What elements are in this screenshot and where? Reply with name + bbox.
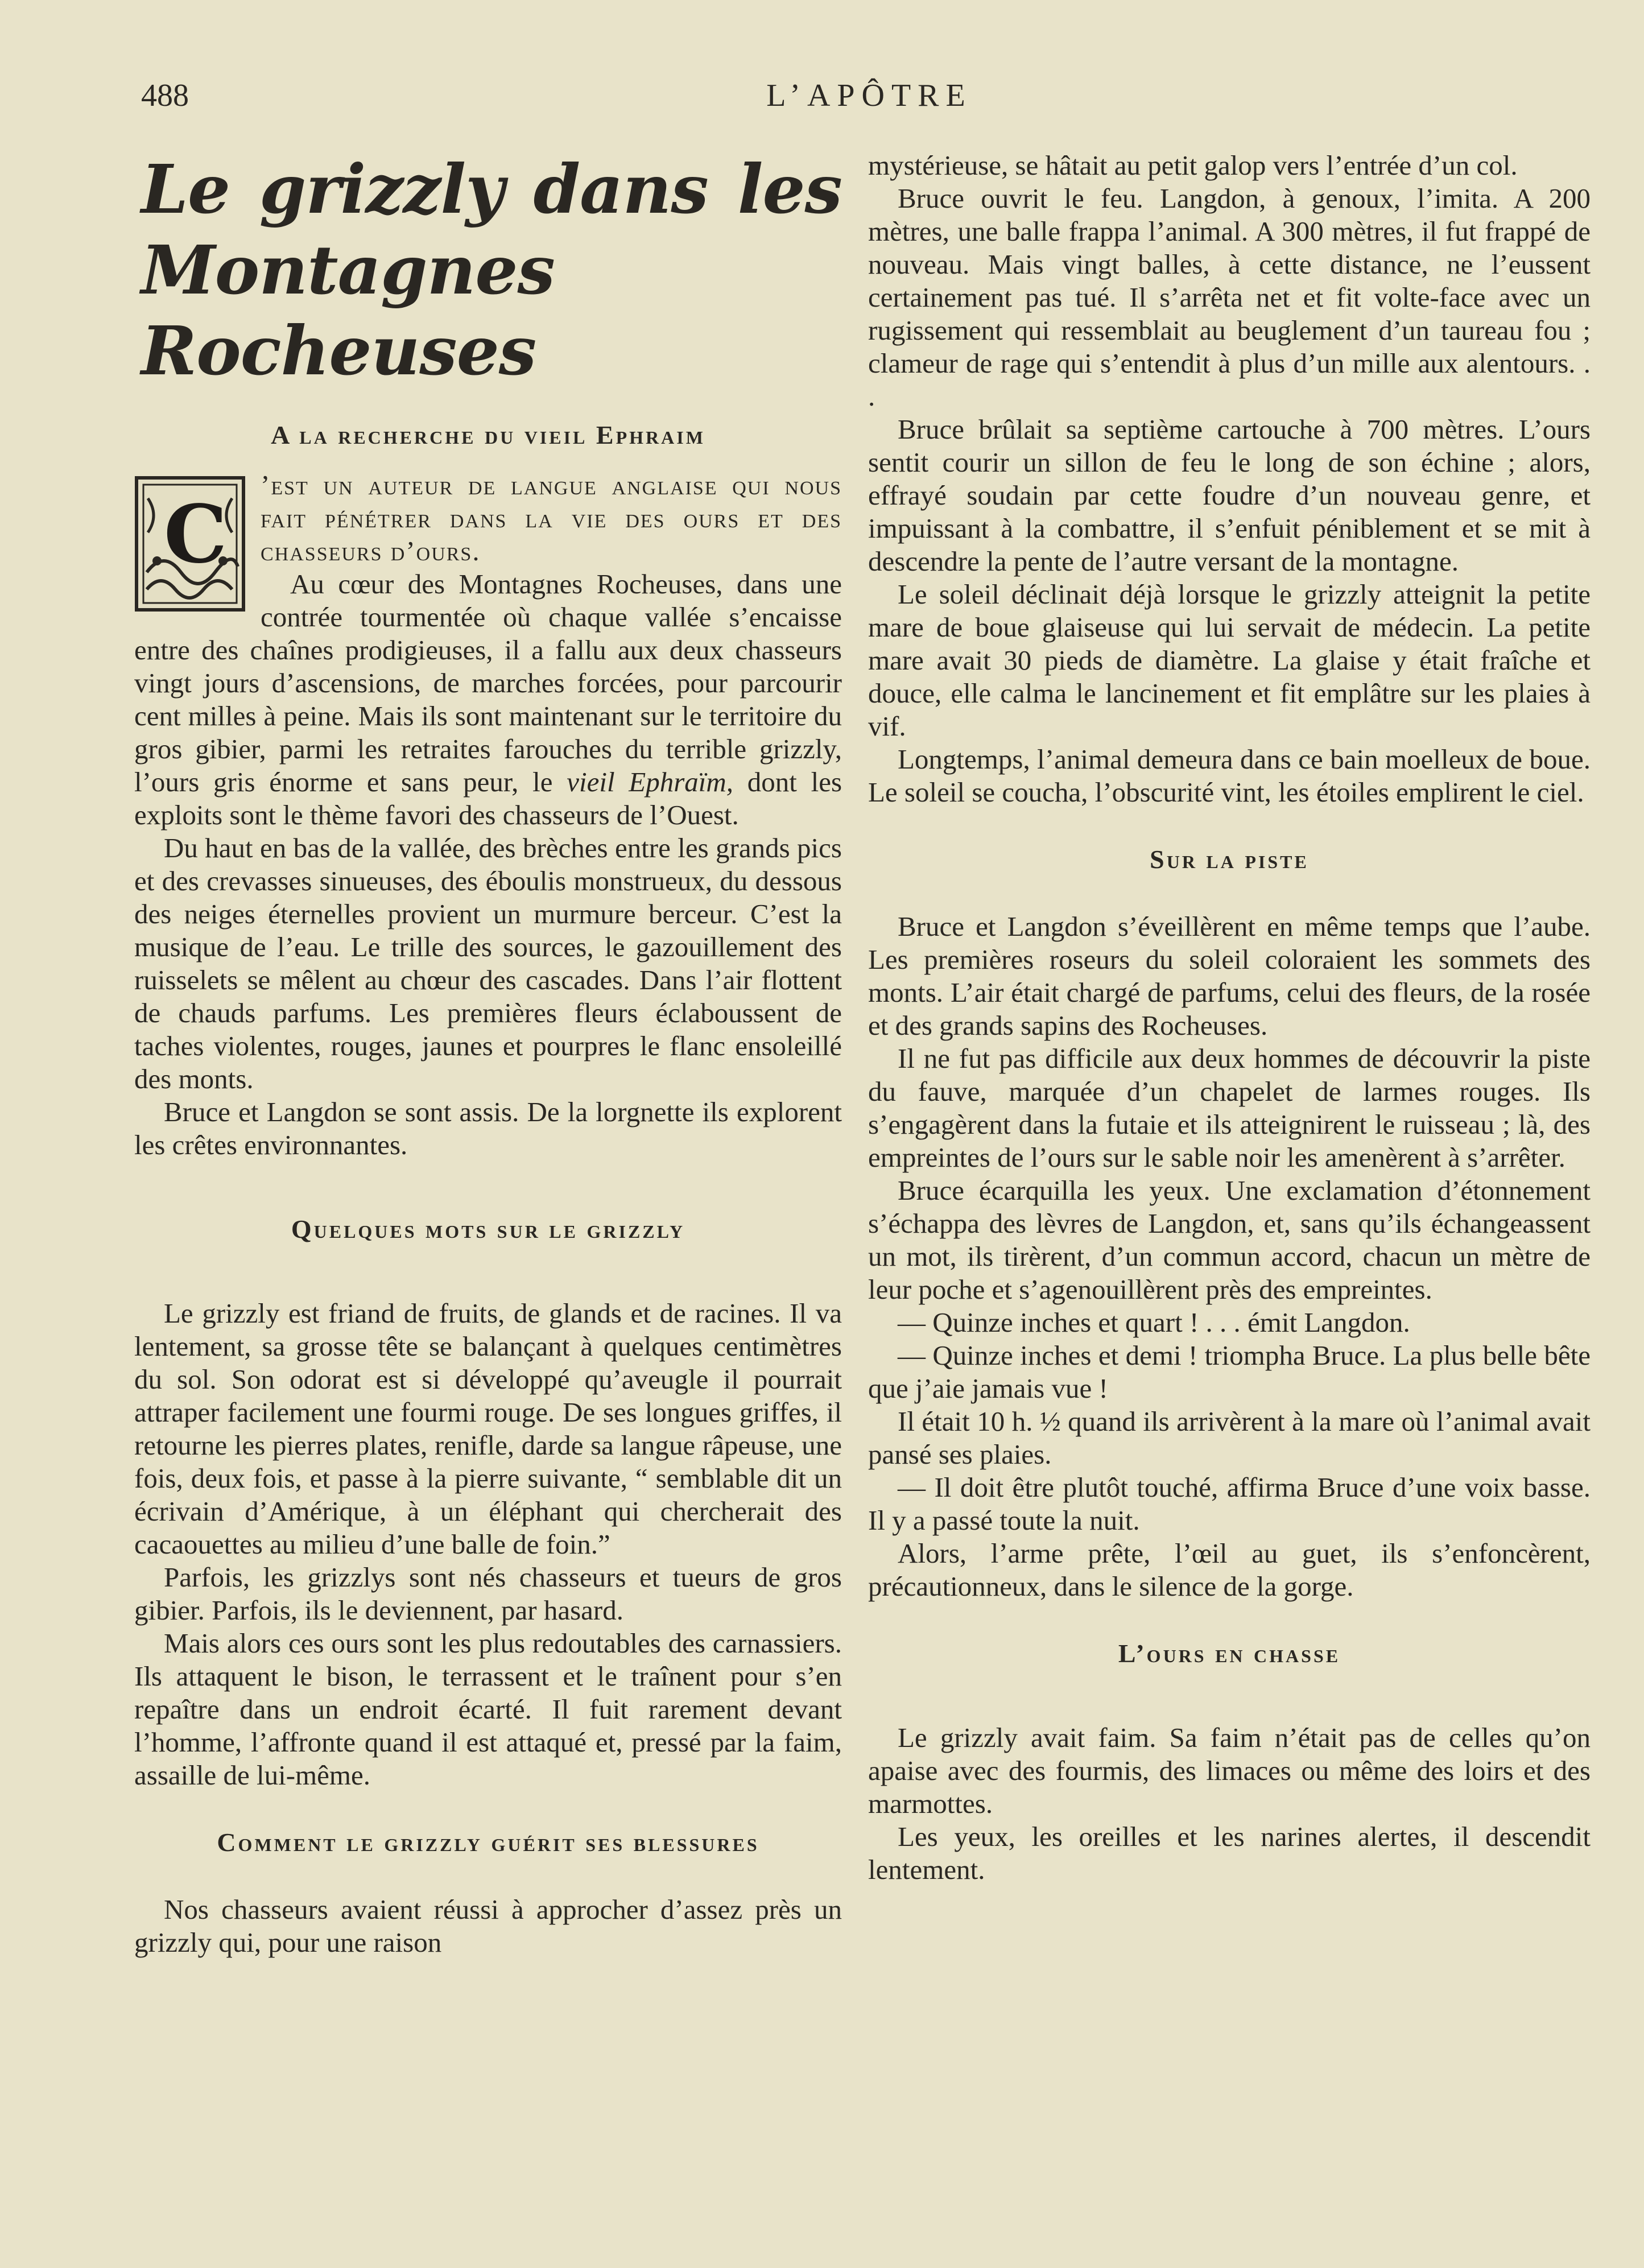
section-heading-2: Quelques mots sur le grizzly <box>291 1214 685 1244</box>
paragraph: Parfois, les grizzlys sont nés chasseurs et tueurs de gros gibier. Parfois, ils le deviennent, par hasard. <box>134 1561 842 1626</box>
paragraph: Alors, l’arme prête, l’œil au guet, ils s’enfoncèrent, précautionneux, dans le silence de la gorge. <box>868 1538 1591 1602</box>
paragraph: Nos chasseurs avaient réussi à approcher d’assez près un grizzly qui, pour une raison <box>134 1894 842 1958</box>
paragraph: Le grizzly avait faim. Sa faim n’était pas de celles qu’on apaise avec des fourmis, des limaces ou même des loirs et des marmottes. <box>868 1722 1591 1819</box>
section-heading-1: A la recherche du vieil Ephraim <box>271 420 705 449</box>
paragraph: Bruce écarquilla les yeux. Une exclamation d’étonnement s’échappa des lèvres de Langdon, et, sans qu’ils échangeassent un mot, ils tirèrent, d’un commun accord, chacun un mètre de leur poche et s’agenouillèrent près des empreintes. <box>868 1175 1591 1305</box>
paragraph: Le soleil déclinait déjà lorsque le grizzly atteignit la petite mare de boue glaiseuse qui lui servait de médecin. La petite mare avait 30 pieds de diamètre. La glaise y était fraîche et douce, elle calma le lancinement et fit emplâtre sur les plaies à vif. <box>868 579 1591 742</box>
section-heading-5: L’ours en chasse <box>1118 1639 1341 1668</box>
paragraph: Il était 10 h. ½ quand ils arrivèrent à la mare où l’animal avait pansé ses plaies. <box>868 1406 1591 1470</box>
section-heading-4: Sur la piste <box>1150 845 1309 874</box>
paragraph: — Quinze inches et demi ! triompha Bruce. La plus belle bête que j’aie jamais vue ! <box>868 1340 1591 1404</box>
first-paragraph <box>134 469 842 581</box>
paragraph-text: dont les exploits sont le thème favori des chasseurs de l’Ouest. <box>134 766 842 831</box>
lettrine-letter: C <box>164 488 228 581</box>
page-header <box>141 77 1597 123</box>
left-column <box>134 149 842 1959</box>
paragraph: Bruce ouvrit le feu. Langdon, à genoux, l’imita. A 200 mètres, une balle frappa l’animal. A 300 mètres, il fut frappé de nouveau. Mais vingt balles, à cette distance, ne l’eussent certainement pas tué. Il s’arrêta net et fit volte-face avec un rugissement qui ressemblait au beuglement d’un taureau fou ; clameur de rage qui s’entendit à plus d’un mille aux alentours. . . <box>868 183 1591 412</box>
paragraph-continued: mystérieuse, se hâtait au petit galop vers l’entrée d’un col. <box>868 150 1518 181</box>
right-column <box>868 149 1591 1886</box>
page-number: 488 <box>141 78 189 113</box>
article-title: Le grizzly dans les Montagnes Rocheuses <box>141 150 842 390</box>
paragraph: Bruce et Langdon s’éveillèrent en même temps que l’aube. Les premières roseurs du soleil coloraient les sommets des monts. L’air était chargé de parfums, celui des fleurs, de la rosée et des grands sapins des Rocheuses. <box>868 911 1591 1041</box>
paragraph: — Il doit être plutôt touché, affirma Bruce d’une voix basse. Il y a passé toute la nuit. <box>868 1472 1591 1536</box>
paragraph: — Quinze inches et quart ! . . . émit Langdon. <box>898 1307 1410 1338</box>
paragraph: Bruce et Langdon se sont assis. De la lorgnette ils explorent les crêtes environnantes. <box>134 1096 842 1160</box>
paragraph: Du haut en bas de la vallée, des brèches entre les grands pics et des crevasses sinueuses, des éboulis monstrueux, du dessous des neiges éternelles provient un murmure berceur. C’est la musique de l’eau. Le trille des sources, le gazouillement des ruisselets se mêlent au chœur des cascades. Dans l’air flottent de chauds parfums. Les premières fleurs éclaboussent de taches violentes, rouges, jaunes et pourpres le flanc ensoleillé des monts. <box>134 832 842 1094</box>
section-heading-3: Comment le grizzly guérit ses blessures <box>217 1828 759 1857</box>
paragraph-text: Au cœur des Montagnes Rocheuses, dans une contrée tourmentée où chaque vallée s’encaisse entre des chaînes prodigieuses, il a fallu aux deux chasseurs vingt jours d’ascensions, de marches forcées, pour parcourir cent milles à peine. Mais ils sont maintenant sur le territoire du gros gibier, parmi les retraites farouches du terrible grizzly, l’ours gris énorme et sans peur, le <box>134 568 842 798</box>
paragraph: Bruce brûlait sa septième cartouche à 700 mètres. L’ours sentit courir un sillon de feu le long de son échine ; alors, effrayé soudain par cette foudre d’un nouveau genre, et impuissant à la combattre, il s’enfuit péniblement et se mit à descendre la pente de l’autre versant de la montagne. <box>868 414 1591 577</box>
paragraph: Il ne fut pas difficile aux deux hommes de découvrir la piste du fauve, marquée d’un chapelet de larmes rouges. Ils s’engagèrent dans la futaie et ils atteignirent le ruisseau ; là, des empreintes de l’ours sur le sable noir les amenèrent à s’arrêter. <box>868 1043 1591 1173</box>
italic-name: vieil Ephraïm, <box>567 766 734 798</box>
running-title: L’APÔTRE <box>766 78 972 113</box>
first-paragraph-text: ’est un auteur de langue anglaise qui nous fait pénétrer dans la vie des ours et des chasseurs d’ours. <box>261 469 842 567</box>
paragraph: Longtemps, l’animal demeura dans ce bain moelleux de boue. Le soleil se coucha, l’obscurité vint, les étoiles emplirent le ciel. <box>868 743 1591 808</box>
paragraph: Mais alors ces ours sont les plus redoutables des carnassiers. Ils attaquent le bison, le terrassent et le traînent pour s’en repaître dans un endroit écarté. Il fuit rarement devant l’homme, l’affronte quand il est attaqué et, pressé par la faim, assaille de lui-même. <box>134 1627 842 1791</box>
paragraph: Le grizzly est friand de fruits, de glands et de racines. Il va lentement, sa grosse tête se balançant à quelques centimètres du sol. Son odorat est si développé qu’aveugle il pourrait attraper facilement une fourmi rouge. De ses longues griffes, il retourne les pierres plates, renifle, darde sa langue râpeuse, une fois, deux fois, et passe à la pierre suivante, “ semblable dit un écrivain d’Amérique, à un éléphant qui chercherait des cacaouettes au milieu d’une balle de foin.” <box>134 1298 842 1560</box>
paragraph: Les yeux, les oreilles et les narines alertes, il descendit lentement. <box>868 1821 1591 1885</box>
lettrine-ornament <box>134 476 246 612</box>
